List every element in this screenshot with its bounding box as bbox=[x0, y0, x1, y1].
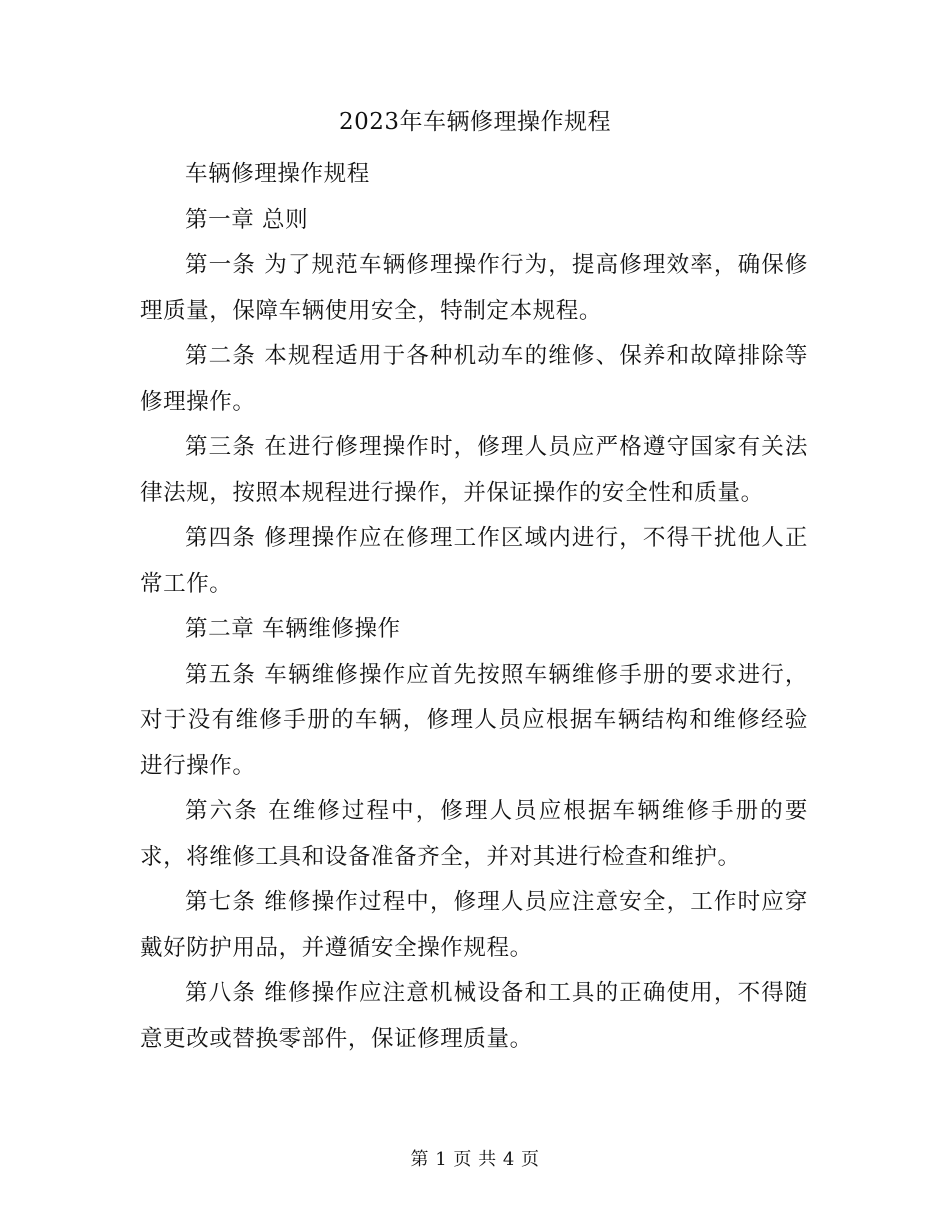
article-2: 第二条 本规程适用于各种机动车的维修、保养和故障排除等修理操作。 bbox=[140, 343, 808, 415]
article-4: 第四条 修理操作应在修理工作区域内进行，不得干扰他人正常工作。 bbox=[140, 525, 808, 597]
article-8: 第八条 维修操作应注意机械设备和工具的正确使用，不得随意更改或替换零部件，保证修理质量。 bbox=[140, 980, 808, 1052]
article-7: 第七条 维修操作过程中，修理人员应注意安全，工作时应穿戴好防护用品，并遵循安全操作规程。 bbox=[140, 889, 808, 961]
document-title: 2023年车辆修理操作规程 bbox=[338, 109, 612, 135]
page-footer: 第 1 页 共 4 页 bbox=[410, 1149, 540, 1170]
article-3: 第三条 在进行修理操作时，修理人员应严格遵守国家有关法律法规，按照本规程进行操作，并保证操作的安全性和质量。 bbox=[140, 434, 808, 506]
paragraph-subtitle: 车辆修理操作规程 bbox=[185, 161, 370, 187]
document-body bbox=[140, 152, 808, 1062]
article-6: 第六条 在维修过程中，修理人员应根据车辆维修手册的要求，将维修工具和设备准备齐全，并对其进行检查和维护。 bbox=[140, 798, 808, 870]
article-5: 第五条 车辆维修操作应首先按照车辆维修手册的要求进行，对于没有维修手册的车辆，修理人员应根据车辆结构和维修经验进行操作。 bbox=[140, 661, 808, 779]
chapter-2-heading: 第二章 车辆维修操作 bbox=[185, 616, 401, 642]
article-1: 第一条 为了规范车辆修理操作行为，提高修理效率，确保修理质量，保障车辆使用安全，特制定本规程。 bbox=[140, 252, 808, 324]
chapter-1-heading: 第一章 总则 bbox=[185, 206, 309, 233]
